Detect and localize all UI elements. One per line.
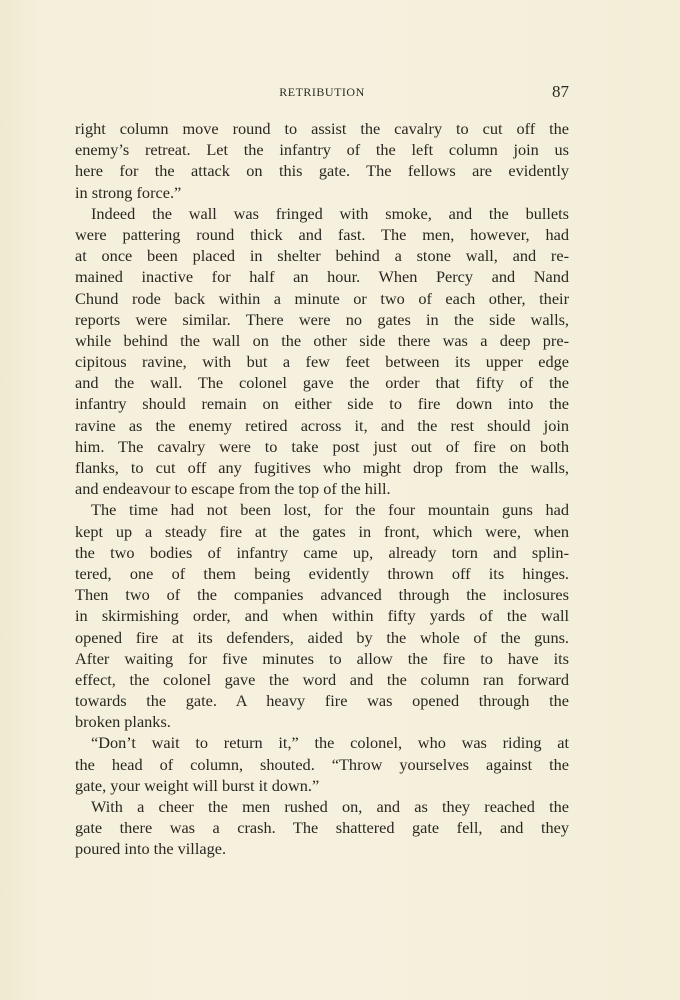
- text-line: mained inactive for half an hour. When Percy and Nand: [75, 267, 569, 287]
- text-line: Then two of the companies advanced through the inclosures: [75, 585, 569, 605]
- text-line: flanks, to cut off any fugitives who might drop from the walls,: [75, 458, 569, 477]
- text-line: gate, your weight will burst it down.”: [75, 775, 320, 795]
- text-line: enemy’s retreat. Let the infantry of the left column join us: [75, 140, 569, 160]
- text-line: ravine as the enemy retired across it, and the rest should join: [75, 415, 569, 435]
- text-line: in strong force.”: [75, 182, 182, 202]
- text-line: reports were similar. There were no gates in the side walls,: [75, 309, 569, 329]
- text-line: in skirmishing order, and when within fifty yards of the wall: [75, 606, 569, 626]
- text-line: opened fire at its defenders, aided by the whole of the guns.: [75, 627, 569, 647]
- page-header: [75, 82, 569, 104]
- text-line: gate there was a crash. The shattered gate fell, and they: [75, 818, 569, 838]
- text-line: With a cheer the men rushed on, and as they reached the: [91, 797, 569, 816]
- text-line: Indeed the wall was fringed with smoke, and the bullets: [91, 203, 569, 223]
- text-line: and the wall. The colonel gave the order that fifty of the: [75, 373, 569, 393]
- text-line: The time had not been lost, for the four mountain guns had: [91, 500, 569, 520]
- text-line: while behind the wall on the other side there was a deep pre-: [75, 330, 569, 350]
- text-line: and endeavour to escape from the top of the hill.: [75, 479, 391, 499]
- text-line: towards the gate. A heavy fire was opened through the: [75, 691, 569, 711]
- text-line: kept up a steady fire at the gates in front, which were, when: [75, 521, 569, 541]
- text-line: tered, one of them being evidently thrown off its hinges.: [75, 563, 569, 583]
- text-line: the two bodies of infantry came up, already torn and splin-: [75, 542, 569, 562]
- text-line: Chund rode back within a minute or two of each other, their: [75, 288, 569, 308]
- text-line: infantry should remain on either side to fire down into the: [75, 394, 569, 414]
- text-line: effect, the colonel gave the word and the column ran forward: [75, 669, 569, 689]
- text-line: were pattering round thick and fast. The men, however, had: [75, 224, 569, 244]
- text-line: here for the attack on this gate. The fellows are evidently: [75, 161, 569, 181]
- text-line: cipitous ravine, with but a few feet between its upper edge: [75, 352, 569, 372]
- text-line: poured into the village.: [75, 839, 227, 859]
- text-line: him. The cavalry were to take post just out of fire on both: [75, 436, 569, 456]
- text-line: broken planks.: [75, 712, 171, 732]
- text-line: at once been placed in shelter behind a stone wall, and re-: [75, 246, 569, 266]
- text-line: the head of column, shouted. “Throw yourselves against the: [75, 754, 569, 774]
- body-text: [75, 118, 569, 860]
- text-line: “Don’t wait to return it,” the colonel, who was riding at: [91, 733, 569, 753]
- page-number: 87: [552, 82, 569, 101]
- text-line: After waiting for five minutes to allow the fire to have its: [75, 648, 569, 668]
- text-line: right column move round to assist the cavalry to cut off the: [75, 119, 569, 138]
- running-title: RETRIBUTION: [279, 85, 365, 99]
